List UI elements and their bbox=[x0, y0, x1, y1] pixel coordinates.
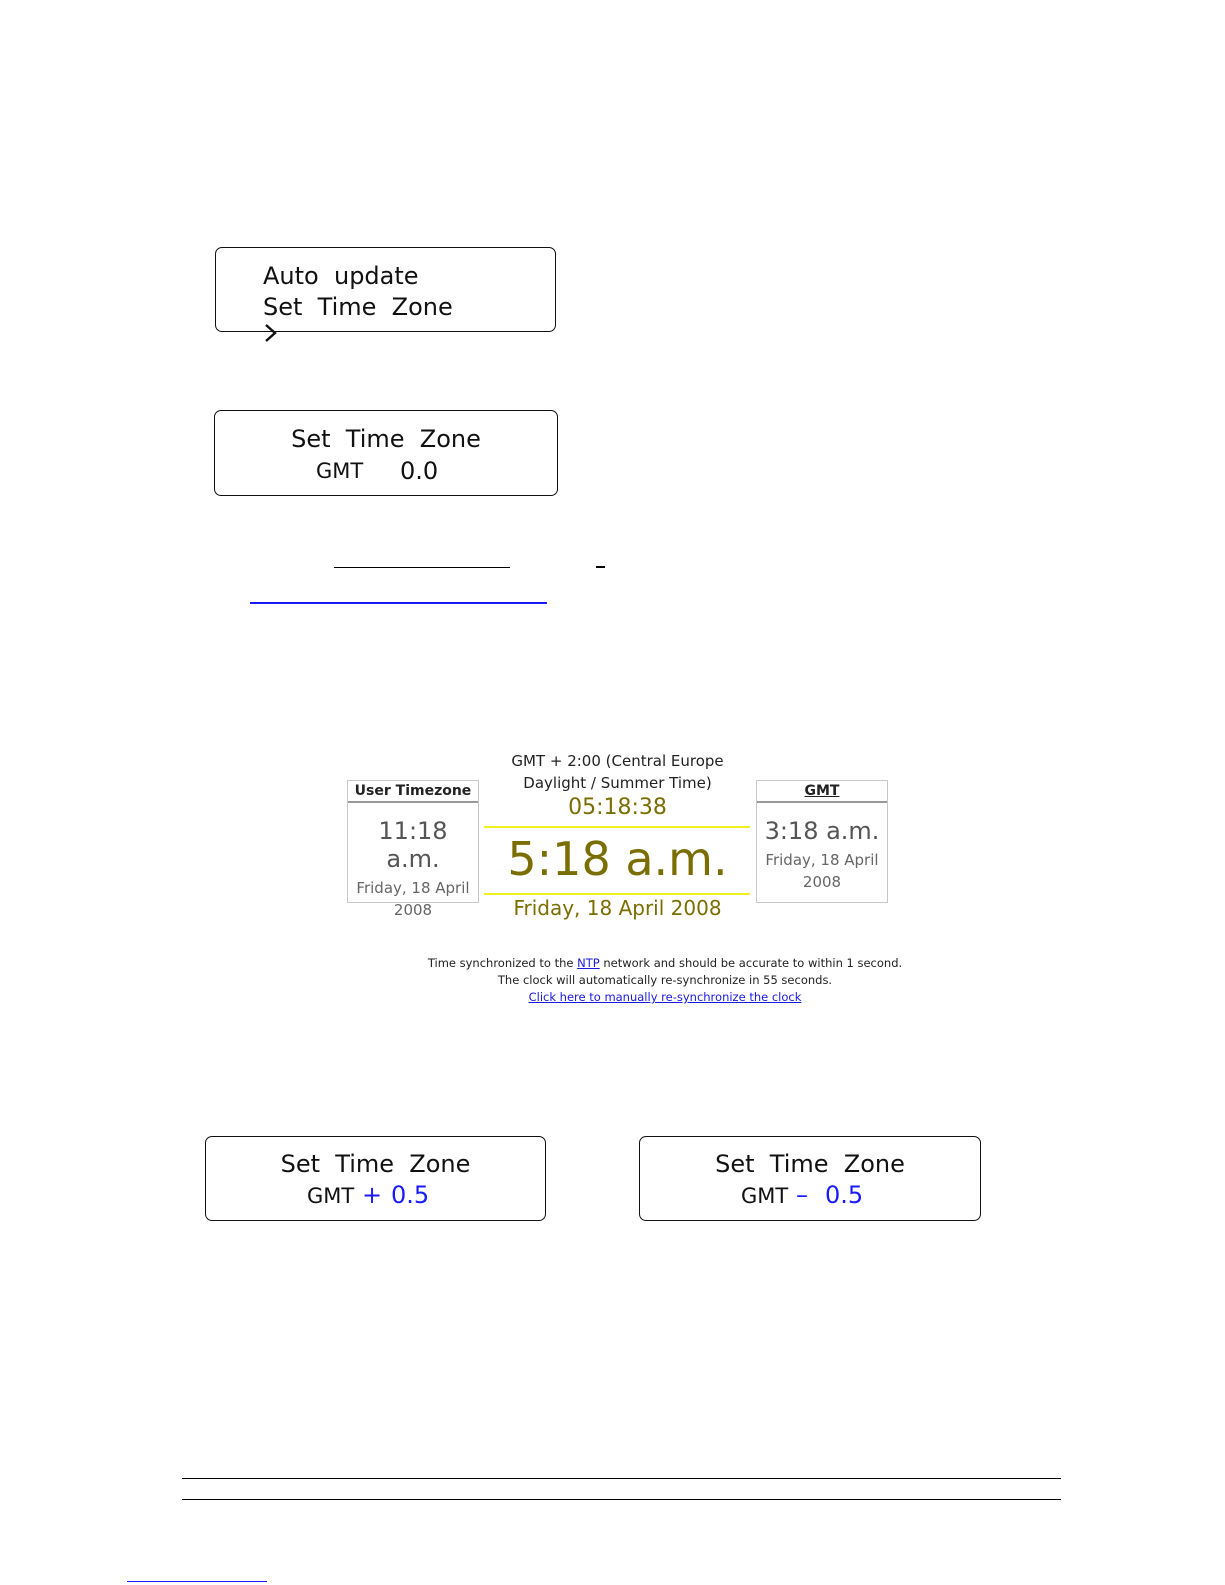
user-timezone-header: User Timezone bbox=[348, 781, 478, 803]
manual-resync-link[interactable]: Click here to manually re-synchronize the clock bbox=[528, 990, 802, 1004]
gmt-panel bbox=[756, 780, 888, 903]
gmt-label: GMT bbox=[741, 1184, 789, 1208]
zone-title-line1: GMT + 2:00 (Central Europe bbox=[511, 752, 724, 770]
lcd-title: Set Time Zone bbox=[715, 1150, 905, 1178]
gmt-offset-value: 0.0 bbox=[400, 457, 439, 485]
yellow-rule-top bbox=[484, 826, 750, 828]
user-timezone-date-line1: Friday, 18 April bbox=[356, 879, 470, 897]
sync-footnote bbox=[380, 955, 950, 1006]
menu-item-auto-update: Auto update bbox=[263, 262, 419, 290]
user-timezone-panel bbox=[347, 780, 479, 919]
set-time-zone-plus-lcd bbox=[205, 1136, 546, 1221]
footer-rule-bottom bbox=[182, 1499, 1061, 1500]
gmt-offset-value: 0.5 bbox=[825, 1181, 864, 1209]
footer-link-underline[interactable] bbox=[127, 1581, 267, 1582]
gmt-label: GMT bbox=[316, 459, 364, 483]
user-timezone-date-line2: 2008 bbox=[393, 901, 433, 919]
dash-mark bbox=[596, 566, 605, 568]
set-time-zone-lcd bbox=[214, 410, 558, 496]
gmt-header: GMT bbox=[757, 781, 887, 803]
plus-sign: + bbox=[362, 1181, 383, 1209]
yellow-rule-bottom bbox=[484, 893, 750, 895]
menu-item-set-time-zone: Set Time Zone bbox=[263, 293, 453, 321]
resync-countdown-line: The clock will automatically re-synchronize in 55 seconds. bbox=[497, 973, 833, 987]
menu-lcd bbox=[215, 247, 556, 332]
digital-time: 05:18:38 bbox=[568, 795, 667, 820]
gmt-date-line1: Friday, 18 April bbox=[765, 851, 879, 869]
zone-title bbox=[480, 750, 755, 794]
set-time-zone-minus-lcd bbox=[639, 1136, 981, 1221]
ntp-link[interactable]: NTP bbox=[577, 956, 600, 970]
sync-text-after: network and should be accurate to within 1 second. bbox=[599, 956, 903, 970]
gmt-offset-value: 0.5 bbox=[391, 1181, 430, 1209]
main-time: 5:18 a.m. bbox=[507, 832, 728, 886]
main-date: Friday, 18 April 2008 bbox=[513, 896, 722, 920]
text-underline bbox=[334, 567, 510, 568]
hyperlink-underline[interactable] bbox=[250, 602, 547, 604]
zone-title-line2: Daylight / Summer Time) bbox=[523, 774, 712, 792]
gmt-time: 3:18 a.m. bbox=[764, 817, 880, 845]
footer-rule-top bbox=[182, 1478, 1061, 1479]
gmt-label: GMT bbox=[307, 1184, 355, 1208]
gmt-date-line2: 2008 bbox=[802, 873, 842, 891]
lcd-title: Set Time Zone bbox=[291, 425, 481, 453]
user-timezone-time: 11:18 a.m. bbox=[378, 817, 448, 873]
lcd-title: Set Time Zone bbox=[280, 1150, 471, 1178]
minus-sign: – bbox=[796, 1181, 808, 1209]
sync-text-before: Time synchronized to the bbox=[427, 956, 578, 970]
sync-status-line bbox=[380, 955, 950, 972]
